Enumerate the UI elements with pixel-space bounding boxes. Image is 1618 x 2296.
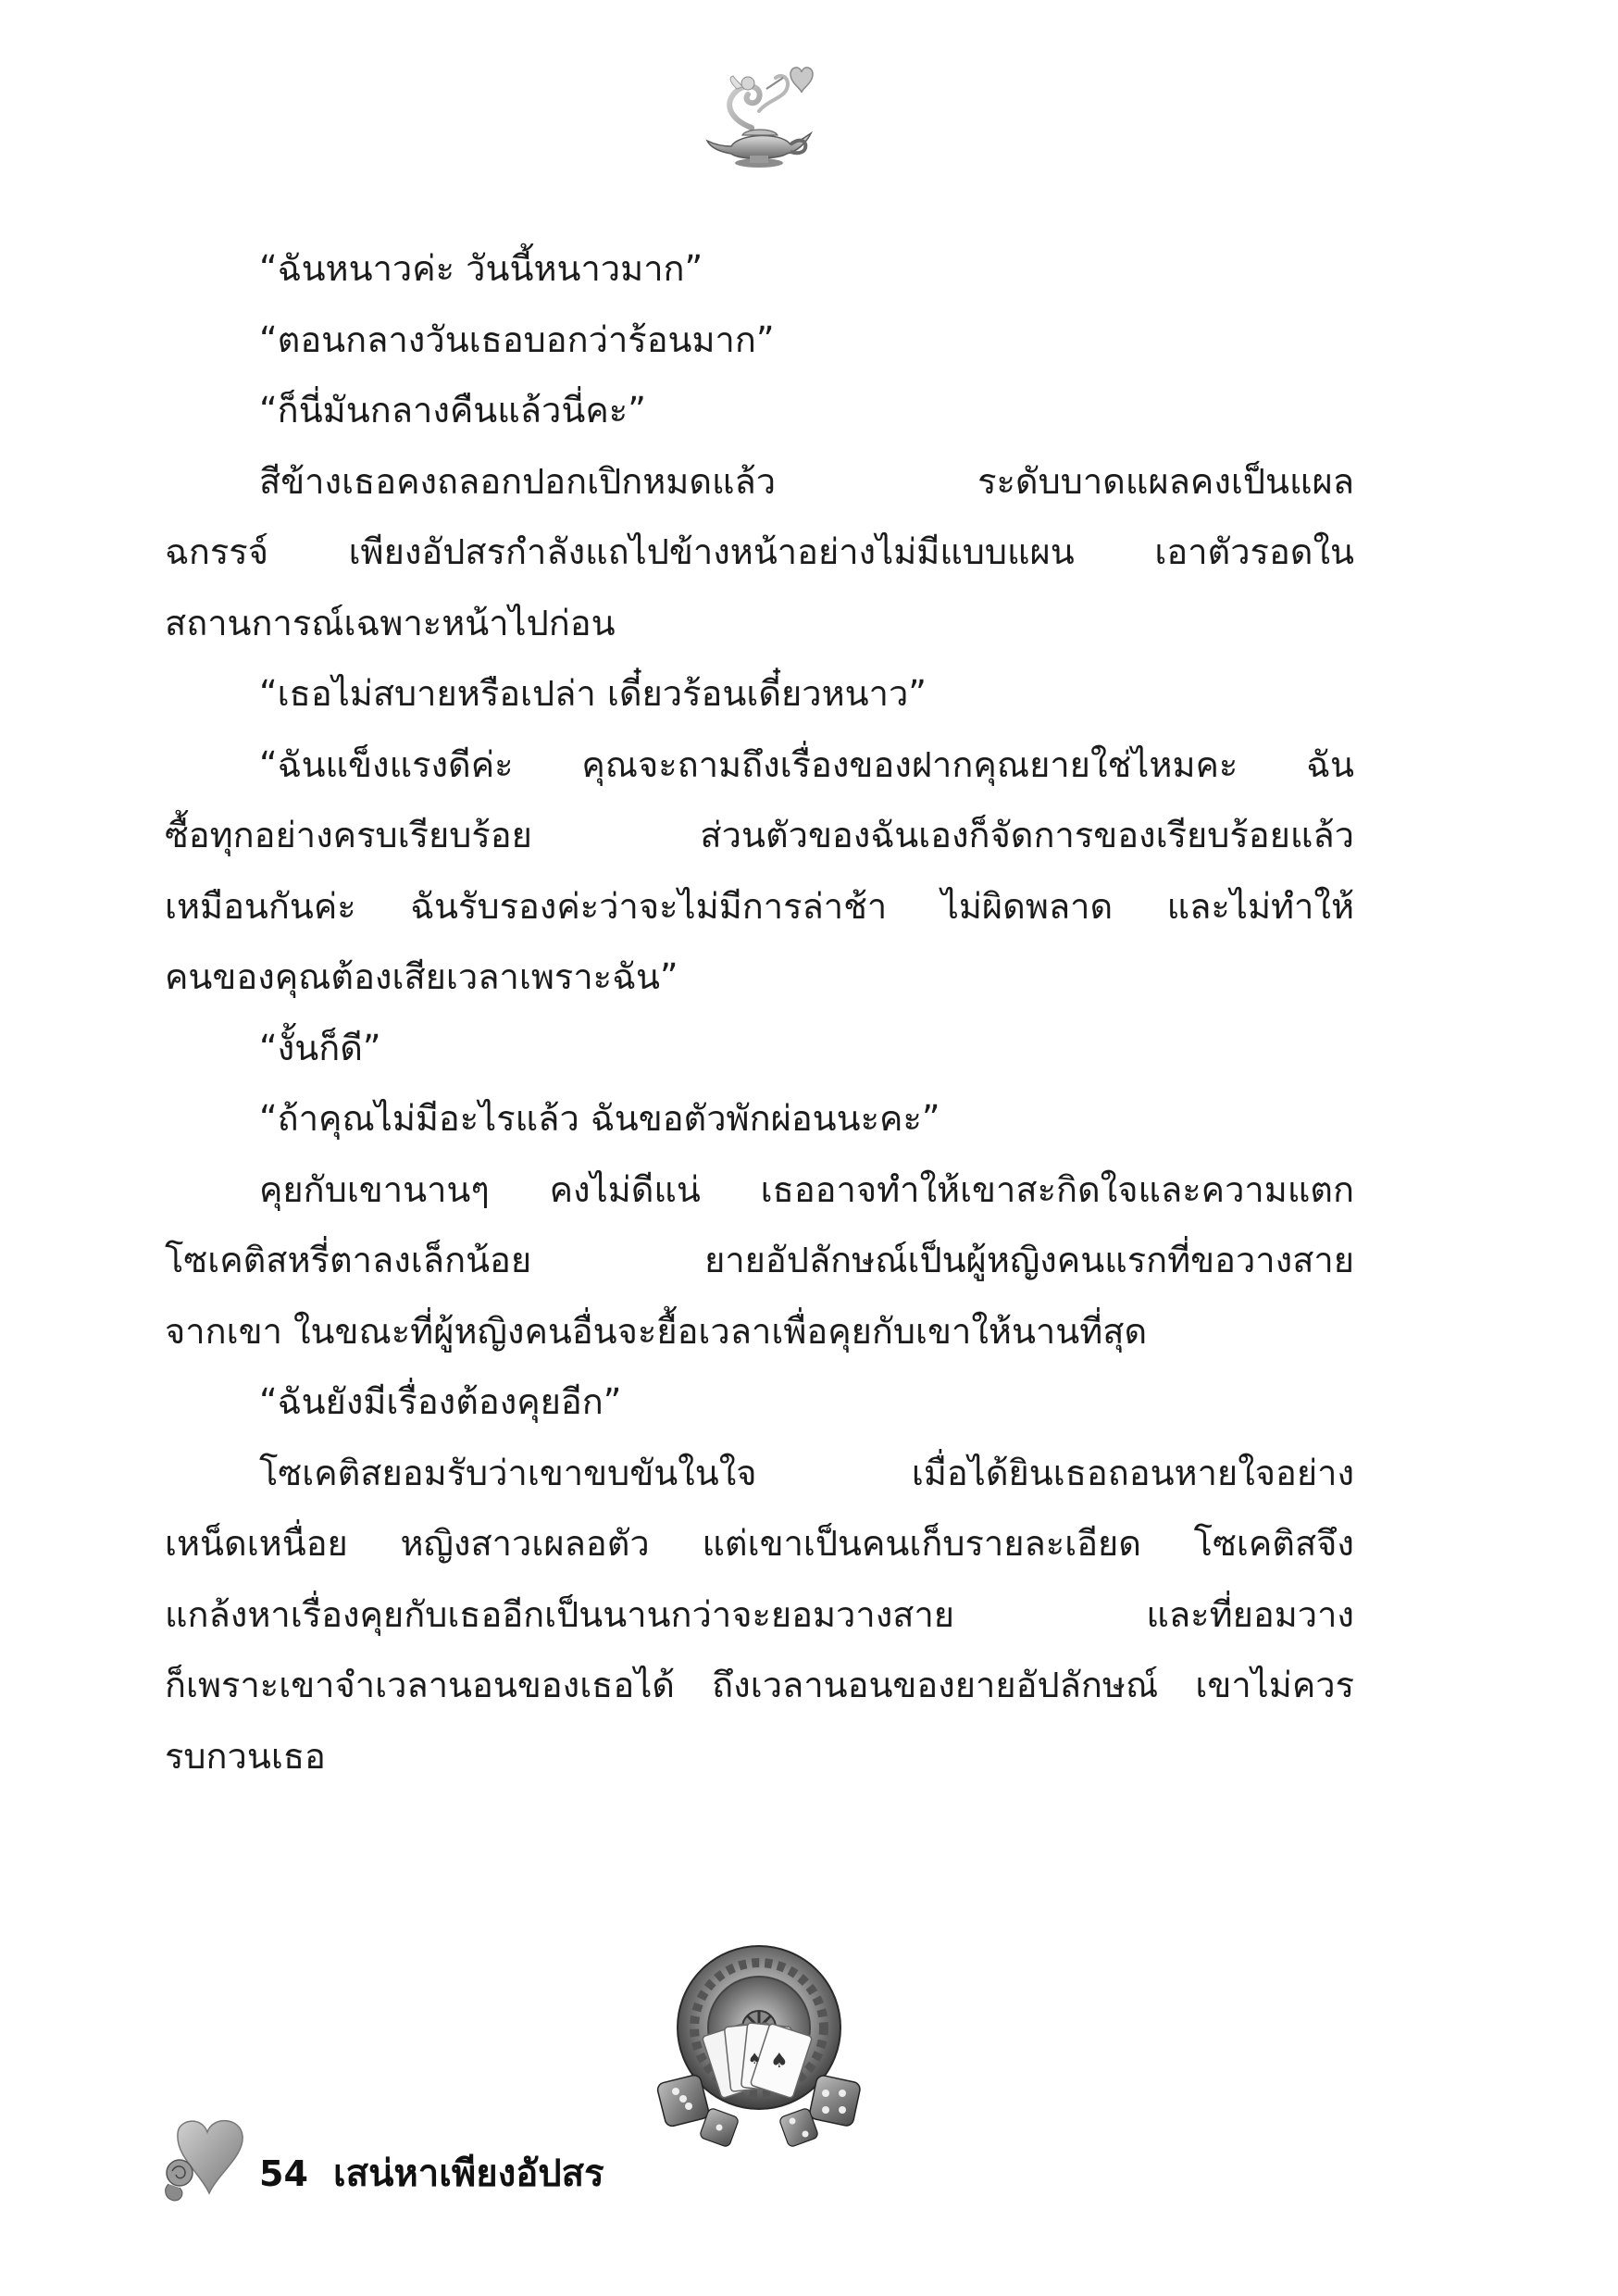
- text-line: เหมือนกันค่ะ ฉันรับรองค่ะว่าจะไม่มีการล่าช้า ไม่ผิดพลาด และไม่ทำให้: [165, 885, 1354, 927]
- page-number: 54: [259, 2153, 308, 2194]
- text-line: “ฉันยังมีเรื่องต้องคุยอีก”: [259, 1381, 622, 1422]
- heart-rose-icon: [159, 2115, 261, 2208]
- text-line: ฉกรรจ์ เพียงอัปสรกำลังแถไปข้างหน้าอย่างไม่มีแบบแผน เอาตัวรอดใน: [165, 531, 1354, 572]
- svg-text:♠: ♠: [748, 2050, 762, 2067]
- book-title: เสน่หาเพียงอัปสร: [333, 2152, 604, 2195]
- body-text: [165, 233, 1354, 1791]
- text-line: “ฉันแข็งแรงดีค่ะ คุณจะถามถึงเรื่องของฝากคุณยายใช่ไหมคะ ฉัน: [259, 743, 1354, 785]
- text-line: เหน็ดเหนื่อย หญิงสาวเผลอตัว แต่เขาเป็นคนเก็บรายละเอียด โซเคติสจึง: [165, 1523, 1354, 1564]
- text-line: “งั้นก็ดี”: [259, 1027, 381, 1068]
- text-line: คุยกับเขานานๆ คงไม่ดีแน่ เธออาจทำให้เขาสะกิดใจและความแตก: [259, 1168, 1354, 1210]
- svg-text:♠: ♠: [770, 2050, 789, 2073]
- text-line: “เธอไม่สบายหรือเปล่า เดี๋ยวร้อนเดี๋ยวหนาว”: [259, 673, 927, 714]
- text-line: โซเคติสยอมรับว่าเขาขบขันในใจ เมื่อได้ยินเธอถอนหายใจอย่าง: [259, 1452, 1354, 1493]
- text-line: สถานการณ์เฉพาะหน้าไปก่อน: [165, 602, 616, 643]
- text-line: คนของคุณต้องเสียเวลาเพราะฉัน”: [165, 956, 678, 997]
- text-line: จากเขา ในขณะที่ผู้หญิงคนอื่นจะยื้อเวลาเพื่อคุยกับเขาให้นานที่สุด: [165, 1310, 1148, 1352]
- page-footer: [159, 2115, 715, 2217]
- text-line: “ฉันหนาวค่ะ วันนี้หนาวมาก”: [259, 248, 703, 289]
- text-line: รบกวนเธอ: [165, 1735, 326, 1777]
- text-line: “ตอนกลางวันเธอบอกว่าร้อนมาก”: [259, 318, 775, 360]
- text-line: ซื้อทุกอย่างครบเรียบร้อย ส่วนตัวของฉันเองก็จัดการของเรียบร้อยแล้ว: [165, 815, 1354, 855]
- genie-lamp-cupid-icon: [694, 56, 824, 176]
- text-line: “ก็นี่มันกลางคืนแล้วนี่คะ”: [259, 390, 646, 430]
- text-line: “ถ้าคุณไม่มีอะไรแล้ว ฉันขอตัวพักผ่อนนะคะ”: [259, 1098, 940, 1139]
- text-line: โซเคติสหรี่ตาลงเล็กน้อย ยายอัปลักษณ์เป็นผู้หญิงคนแรกที่ขอวางสาย: [165, 1240, 1354, 1280]
- text-line: แกล้งหาเรื่องคุยกับเธออีกเป็นนานกว่าจะยอมวางสาย และที่ยอมวาง: [165, 1593, 1354, 1635]
- text-line: สีข้างเธอคงถลอกปอกเปิกหมดแล้ว ระดับบาดแผลคงเป็นแผล: [259, 460, 1354, 502]
- text-line: ก็เพราะเขาจำเวลานอนของเธอได้ ถึงเวลานอนของยายอัปลักษณ์ เขาไม่ควร: [165, 1665, 1354, 1705]
